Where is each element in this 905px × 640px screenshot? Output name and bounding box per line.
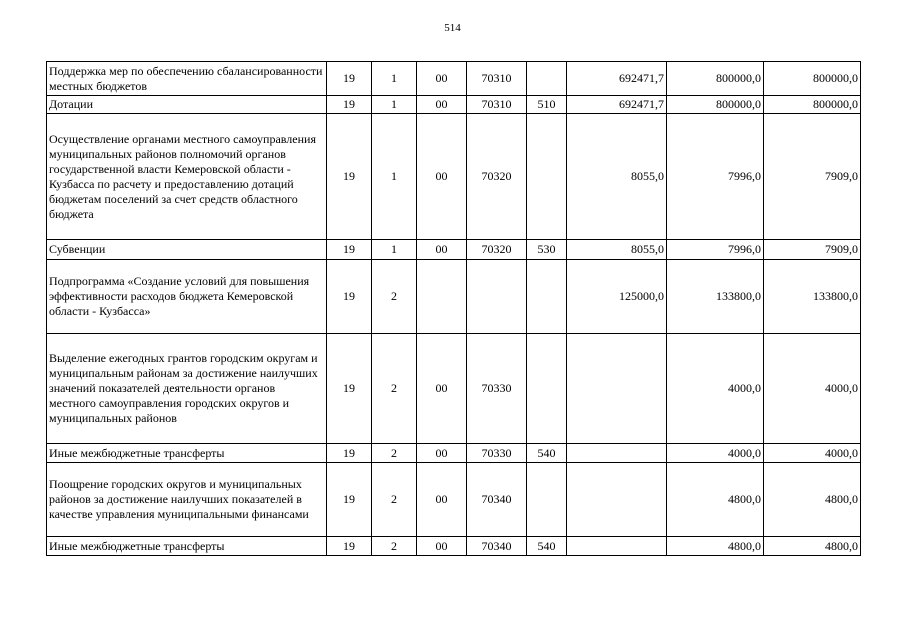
direction-code: 70320: [467, 114, 527, 240]
program-code: 19: [327, 240, 372, 260]
expense-type-code: [527, 463, 567, 537]
amount-year-1: 692471,7: [567, 96, 667, 114]
amount-year-2: 4800,0: [667, 537, 764, 556]
amount-year-1: [567, 334, 667, 444]
expense-type-code: [527, 334, 567, 444]
direction-code: 70310: [467, 96, 527, 114]
direction-code: 70330: [467, 444, 527, 463]
amount-year-3: 4800,0: [764, 463, 861, 537]
subprogram-code: 2: [372, 334, 417, 444]
main-activity-code: [417, 260, 467, 334]
expense-type-code: 510: [527, 96, 567, 114]
amount-year-3: 4800,0: [764, 537, 861, 556]
amount-year-1: 692471,7: [567, 62, 667, 96]
row-name: Субвенции: [47, 240, 327, 260]
main-activity-code: 00: [417, 537, 467, 556]
table-row: [47, 444, 861, 463]
amount-year-2: 4000,0: [667, 334, 764, 444]
main-activity-code: 00: [417, 444, 467, 463]
program-code: 19: [327, 114, 372, 240]
budget-table: [46, 61, 861, 556]
amount-year-1: 125000,0: [567, 260, 667, 334]
amount-year-3: 7909,0: [764, 114, 861, 240]
program-code: 19: [327, 463, 372, 537]
table-row: [47, 96, 861, 114]
amount-year-2: 133800,0: [667, 260, 764, 334]
direction-code: 70310: [467, 62, 527, 96]
row-name: Осуществление органами местного самоуправления муниципальных районов полномочий органов государственной власти Кемеровской области - Кузбасса по расчету и предоставлению дотаций бюджетам поселений за счет средств областного бюджета: [47, 114, 327, 240]
table-row: [47, 260, 861, 334]
page-number: 514: [444, 22, 461, 34]
program-code: 19: [327, 444, 372, 463]
row-name: Иные межбюджетные трансферты: [47, 537, 327, 556]
subprogram-code: 1: [372, 114, 417, 240]
direction-code: 70340: [467, 537, 527, 556]
row-name: Поддержка мер по обеспечению сбалансированности местных бюджетов: [47, 62, 327, 96]
subprogram-code: 2: [372, 463, 417, 537]
direction-code: 70340: [467, 463, 527, 537]
row-name: Поощрение городских округов и муниципальных районов за достижение наилучших показателей в качестве управления муниципальными финансами: [47, 463, 327, 537]
table-row: [47, 240, 861, 260]
expense-type-code: 540: [527, 444, 567, 463]
amount-year-1: [567, 444, 667, 463]
amount-year-3: 4000,0: [764, 334, 861, 444]
table-row: [47, 114, 861, 240]
amount-year-3: 133800,0: [764, 260, 861, 334]
amount-year-3: 800000,0: [764, 62, 861, 96]
program-code: 19: [327, 260, 372, 334]
subprogram-code: 1: [372, 62, 417, 96]
program-code: 19: [327, 62, 372, 96]
amount-year-1: 8055,0: [567, 114, 667, 240]
table-row: [47, 334, 861, 444]
amount-year-3: 800000,0: [764, 96, 861, 114]
direction-code: 70320: [467, 240, 527, 260]
expense-type-code: 530: [527, 240, 567, 260]
table-row: [47, 537, 861, 556]
expense-type-code: [527, 260, 567, 334]
amount-year-1: [567, 463, 667, 537]
amount-year-2: 4800,0: [667, 463, 764, 537]
main-activity-code: 00: [417, 62, 467, 96]
amount-year-2: 7996,0: [667, 240, 764, 260]
amount-year-2: 800000,0: [667, 96, 764, 114]
row-name: Выделение ежегодных грантов городским округам и муниципальным районам за достижение наилучших значений показателей деятельности органов местного самоуправления городских округов и муниципальных районов: [47, 334, 327, 444]
program-code: 19: [327, 537, 372, 556]
subprogram-code: 1: [372, 96, 417, 114]
subprogram-code: 2: [372, 444, 417, 463]
main-activity-code: 00: [417, 96, 467, 114]
amount-year-2: 4000,0: [667, 444, 764, 463]
subprogram-code: 2: [372, 537, 417, 556]
program-code: 19: [327, 96, 372, 114]
amount-year-3: 7909,0: [764, 240, 861, 260]
amount-year-2: 7996,0: [667, 114, 764, 240]
direction-code: [467, 260, 527, 334]
subprogram-code: 2: [372, 260, 417, 334]
amount-year-3: 4000,0: [764, 444, 861, 463]
amount-year-2: 800000,0: [667, 62, 764, 96]
amount-year-1: 8055,0: [567, 240, 667, 260]
main-activity-code: 00: [417, 240, 467, 260]
amount-year-1: [567, 537, 667, 556]
direction-code: 70330: [467, 334, 527, 444]
expense-type-code: 540: [527, 537, 567, 556]
row-name: Подпрограмма «Создание условий для повышения эффективности расходов бюджета Кемеровской области - Кузбасса»: [47, 260, 327, 334]
main-activity-code: 00: [417, 114, 467, 240]
expense-type-code: [527, 114, 567, 240]
table-row: [47, 463, 861, 537]
table-row: [47, 62, 861, 96]
main-activity-code: 00: [417, 463, 467, 537]
expense-type-code: [527, 62, 567, 96]
program-code: 19: [327, 334, 372, 444]
main-activity-code: 00: [417, 334, 467, 444]
row-name: Дотации: [47, 96, 327, 114]
subprogram-code: 1: [372, 240, 417, 260]
row-name: Иные межбюджетные трансферты: [47, 444, 327, 463]
